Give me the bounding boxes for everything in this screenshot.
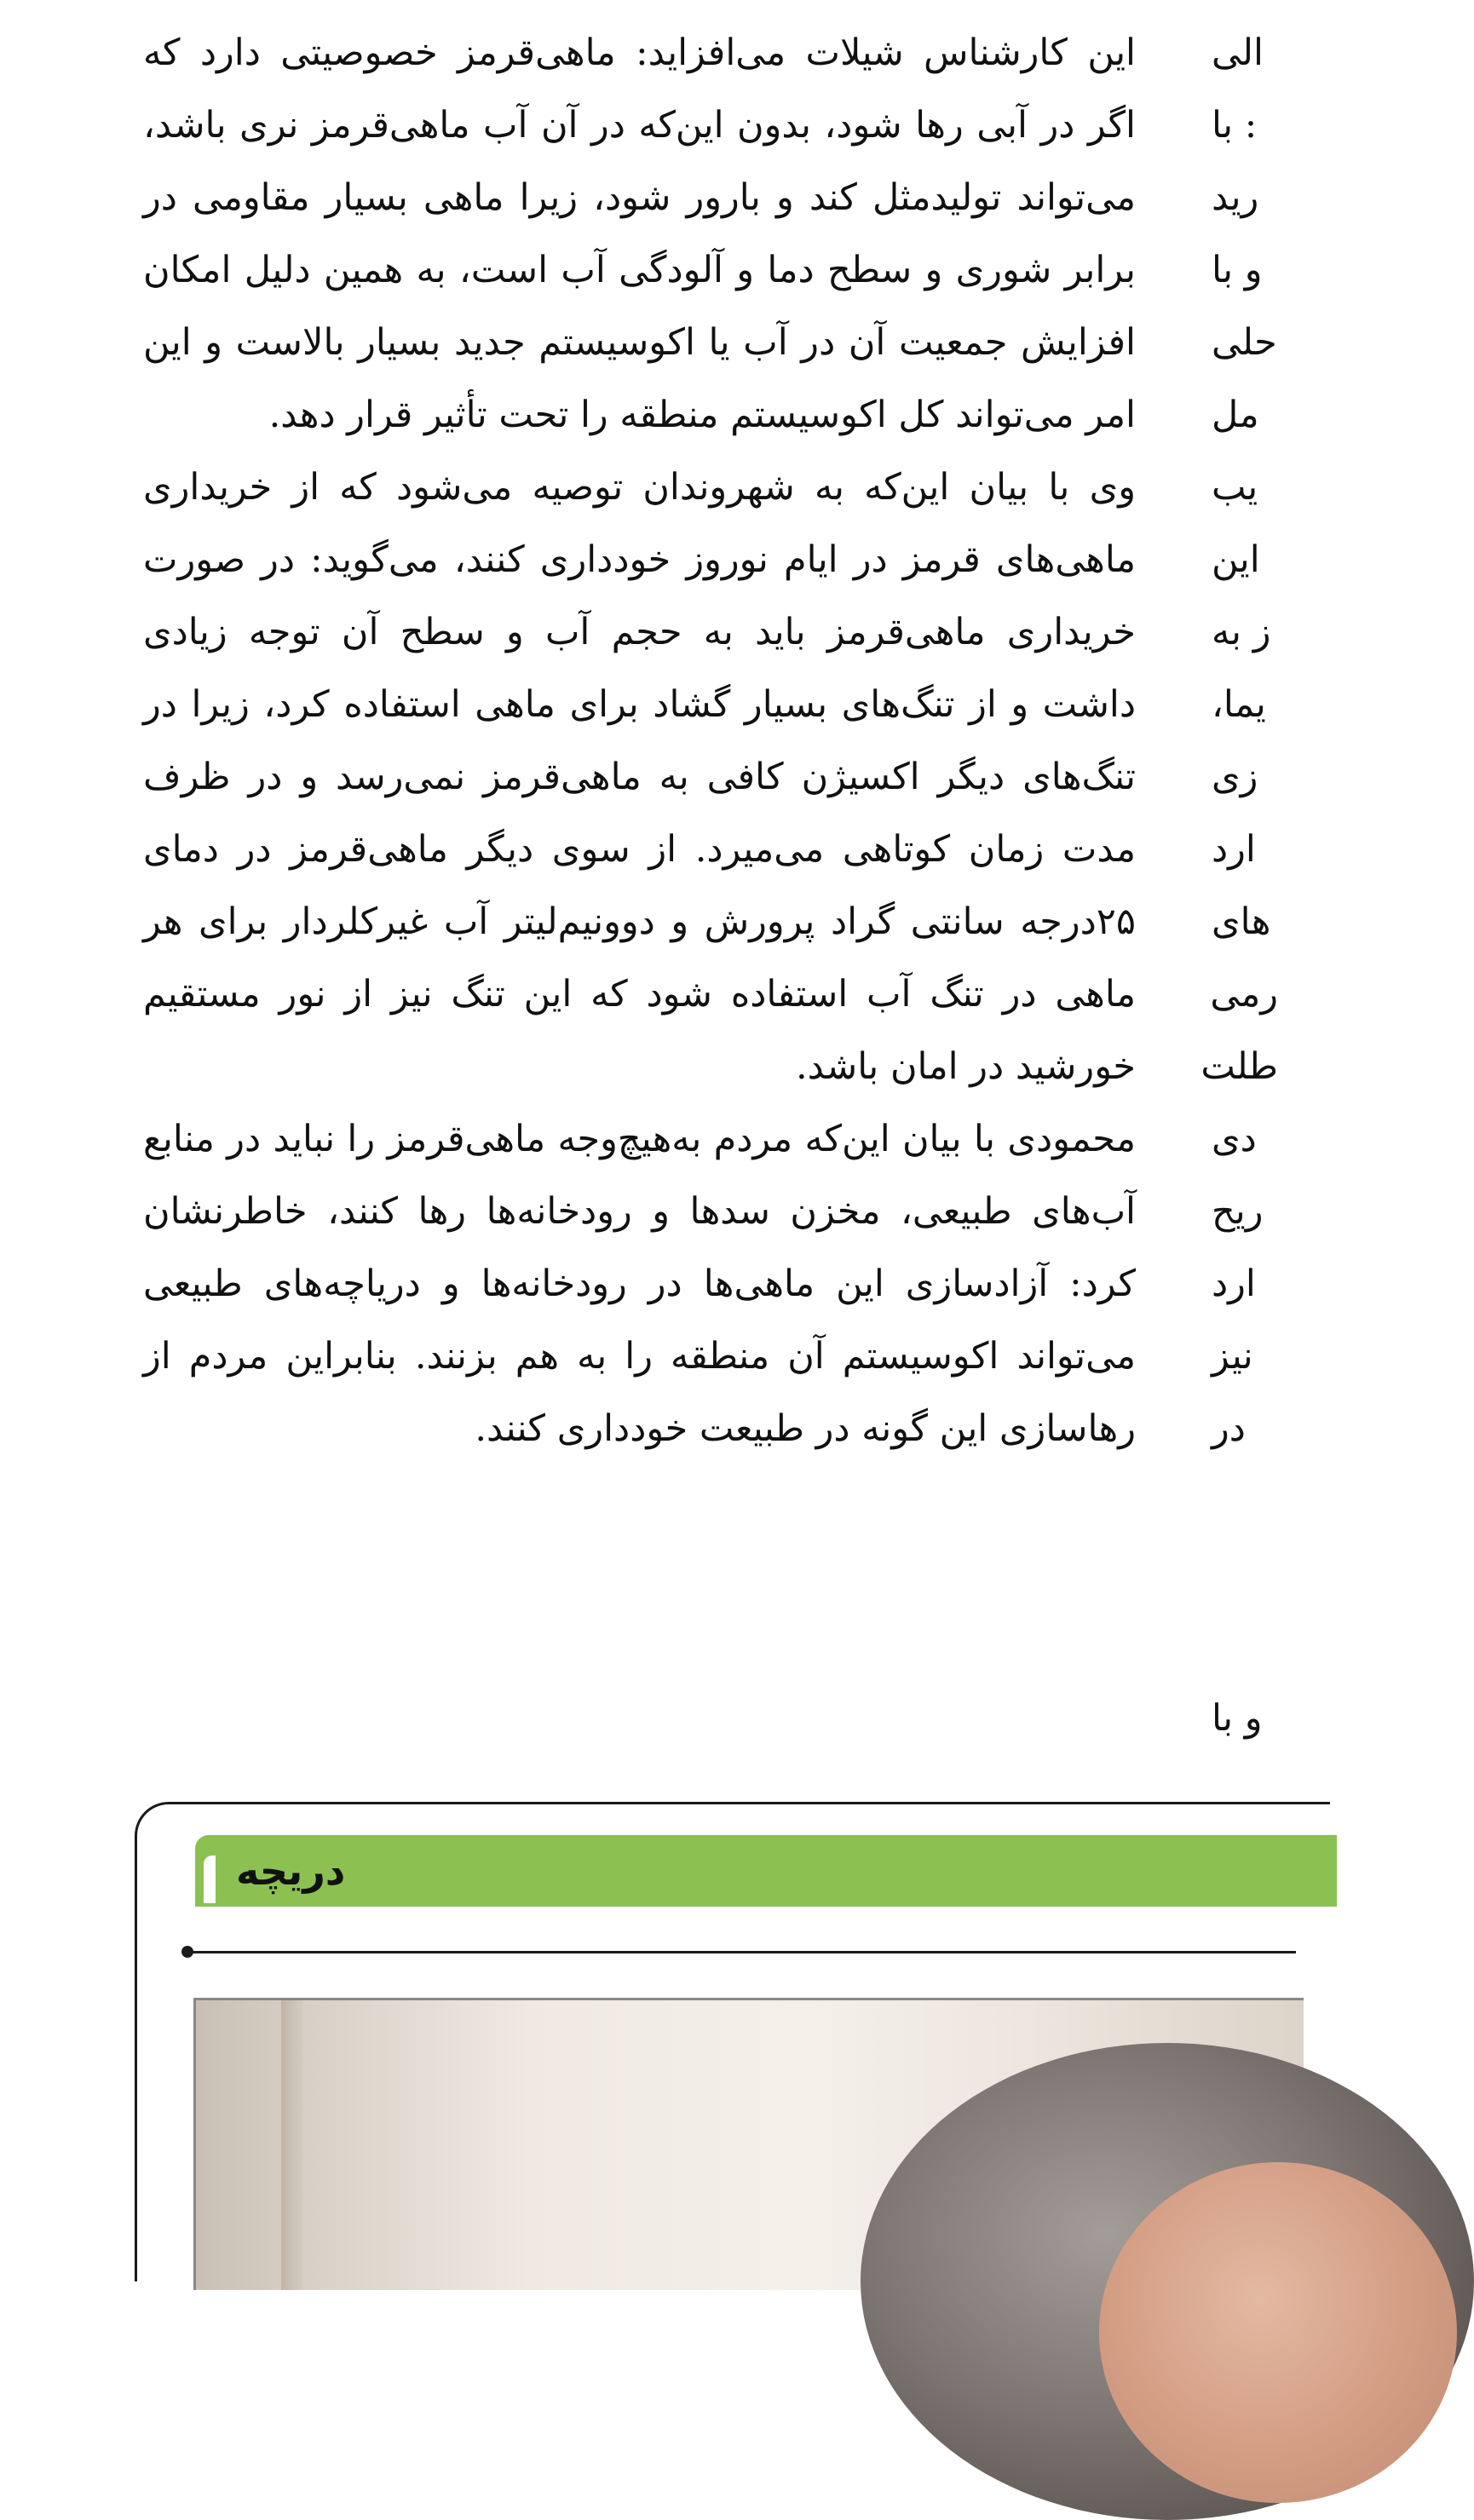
side-line	[1212, 1465, 1278, 1538]
side-line: طلت	[1201, 1045, 1278, 1088]
portrait-photo	[193, 1998, 1304, 2290]
side-line: رید	[1212, 176, 1259, 219]
separator-dot	[181, 1946, 193, 1958]
side-line: ارد	[1212, 1263, 1256, 1305]
side-line: و با	[1212, 249, 1263, 291]
box-title: دریچه	[236, 1848, 346, 1894]
side-line: در	[1212, 1407, 1246, 1450]
side-line: ز به	[1212, 611, 1271, 653]
adjacent-column-fragment	[1201, 17, 1278, 1755]
side-line: مل	[1212, 394, 1259, 436]
side-line	[1212, 1610, 1278, 1683]
side-line: یما،	[1212, 683, 1266, 726]
article-body	[143, 17, 1136, 1465]
header-accent-mark	[204, 1855, 216, 1903]
article-paragraph-2: وی با بیان این‌که به شهروندان توصیه می‌شود که از خریداری ماهی‌های قرمز در ایام نوروز خودداری کنند، می‌گوید: در صورت خریداری ماهی‌قرمز باید به حجم آب و سطح آن توجه زیادی داشت و از تنگ‌های بسیار گشاد برای ماهی استفاده کرد، زیرا در تنگ‌های دیگر اکسیژن کافی به ماهی‌قرمز نمی‌رسد و در ظرف مدت زمان کوتاهی می‌میرد. از سوی دیگر ماهی‌قرمز در دمای ۲۵درجه سانتی گراد پرورش و دوونیم‌لیتر آب غیرکلردار برای هر ماهی در تنگ آب استفاده شود که این تنگ نیز از نور مستقیم خورشید در امان باشد.	[143, 466, 1136, 1088]
side-line: : با	[1212, 104, 1258, 147]
sidebar-box	[135, 1802, 1330, 2281]
side-line: زی	[1212, 756, 1258, 798]
side-line: دی	[1212, 1118, 1257, 1160]
side-line: های	[1212, 900, 1271, 943]
side-line: ارد	[1212, 828, 1256, 871]
photo-face	[1099, 2162, 1457, 2503]
article-paragraph-1: این کارشناس شیلات می‌افزاید: ماهی‌قرمز خصوصیتی دارد که اگر در آبی رها شود، بدون این‌که در آن آب ماهی‌قرمز نری باشد، می‌تواند تولیدمثل کند و بارور شود، زیرا ماهی بسیار مقاومی در برابر شوری و سطح دما و آلودگی آب است، به همین دلیل امکان افزایش جمعیت آن در آب یا اکوسیستم جدید بسیار بالاست و این امر می‌تواند کل اکوسیستم منطقه را تحت تأثیر قرار دهد.	[143, 32, 1136, 436]
article-paragraph-3: محمودی با بیان این‌که مردم به‌هیچ‌وجه ماهی‌قرمز را نباید در منابع آب‌های طبیعی، مخزن سدها و رودخانه‌ها رها کنند، خاطرنشان کرد: آزادسازی این ماهی‌ها در رودخانه‌ها و دریاچه‌های طبیعی می‌تواند اکوسیستم آن منطقه را به هم بزنند. بنابراین مردم از رهاسازی این گونه در طبیعت خودداری کنند.	[143, 1118, 1136, 1450]
side-line: یب	[1212, 466, 1258, 509]
side-line: این	[1212, 538, 1260, 581]
side-line	[1212, 1538, 1278, 1610]
side-line: الی	[1212, 32, 1264, 74]
separator-line	[188, 1951, 1296, 1953]
side-line: ریح	[1212, 1190, 1264, 1233]
side-line: و با	[1212, 1697, 1263, 1740]
photo-background-streak	[281, 2000, 303, 2290]
side-line: نیز	[1212, 1335, 1253, 1378]
side-line: رمی	[1210, 973, 1278, 1015]
side-line: حلی	[1212, 321, 1277, 364]
box-header-bar	[195, 1835, 1337, 1907]
